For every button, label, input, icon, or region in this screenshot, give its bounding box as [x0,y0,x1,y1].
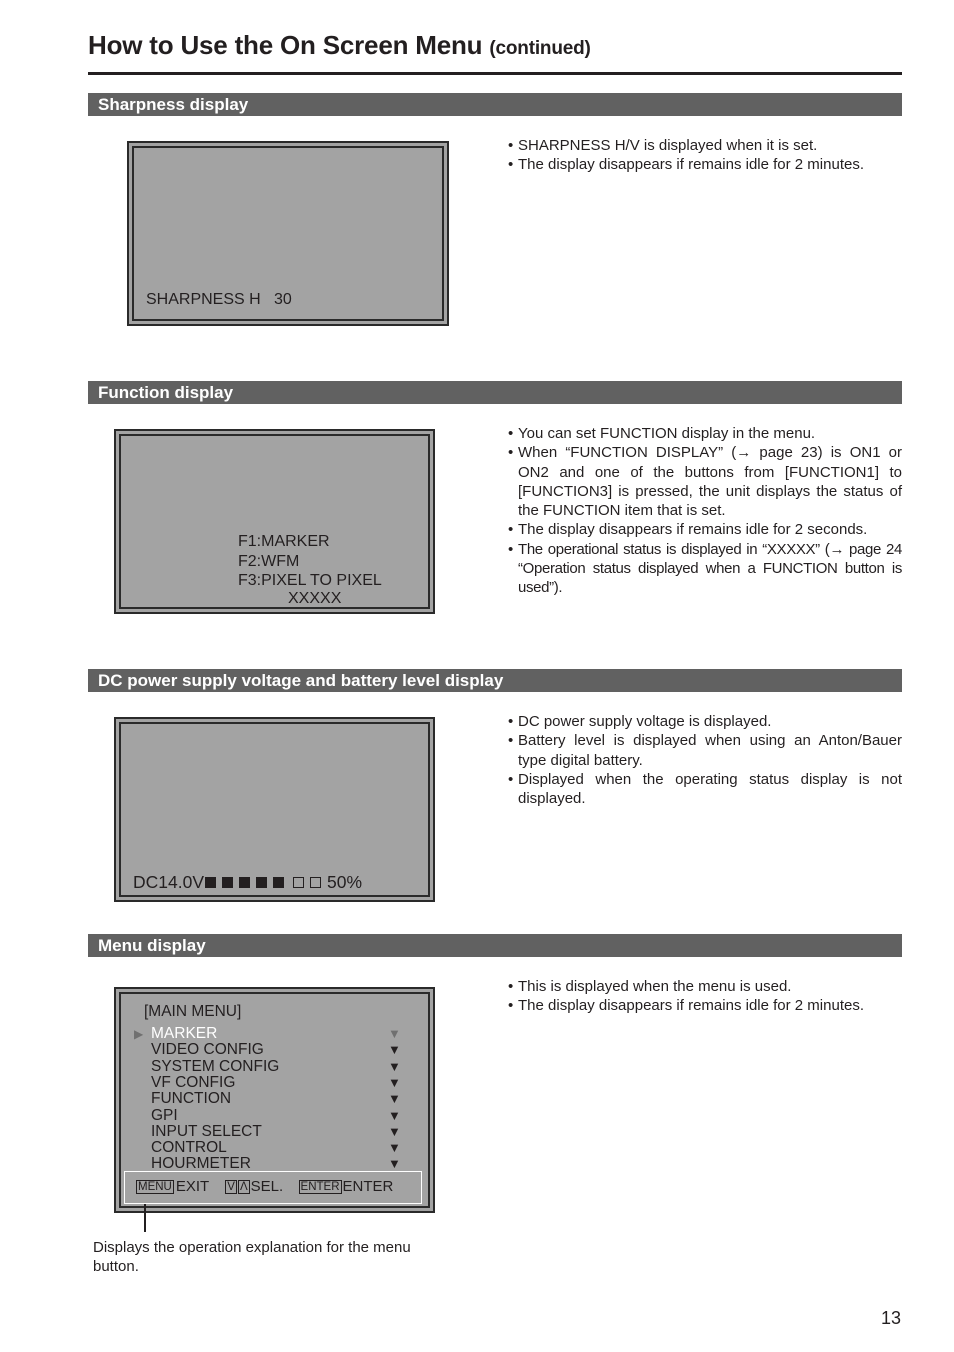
submenu-arrow-icon: ▼ [388,1140,401,1156]
submenu-arrow-icon: ▼ [388,1026,401,1041]
function-bullets [508,424,902,598]
enter-label: ENTER [342,1178,394,1195]
battery-segment-filled [273,877,284,888]
function-line-f1: F1:MARKER [238,533,330,550]
menu-item-marker[interactable] [134,1025,401,1042]
submenu-arrow-icon: ▼ [388,1107,401,1123]
page-number: 13 [881,1308,902,1328]
submenu-arrow-icon: ▼ [388,1156,401,1172]
function-line-f2: F2:WFM [238,553,300,570]
down-key-icon: V [227,1181,235,1193]
function-line-f3: F3:PIXEL TO PIXEL [238,572,382,589]
dc-power-bullets [508,712,902,808]
cursor-icon: ▶ [134,1027,144,1041]
section-heading-sharpness: Sharpness display [88,93,902,116]
menu-item-video-config[interactable] [134,1041,401,1059]
menu-item-label: GPI [151,1106,178,1124]
bullet-item: • This is displayed when the menu is used. [508,977,902,996]
dc-power-readout [133,872,362,893]
battery-segment-empty [293,877,304,888]
menu-item-label: SYSTEM CONFIG [151,1057,280,1075]
sharpness-readout: SHARPNESS H 30 [146,291,292,308]
screen-inner-frame [119,722,430,897]
exit-label: EXIT [175,1178,209,1195]
bullet-item: • SHARPNESS H/V is displayed when it is set. [508,136,902,155]
continued-label: (continued) [489,38,591,59]
menu-title: [MAIN MENU] [144,1003,242,1020]
bullet-item: • The operational status is displayed in “XXXXX” (→ page 24 “Operation status displayed when a FUNCTION button is used”). [508,540,902,598]
battery-segment-filled [222,877,233,888]
submenu-arrow-icon: ▼ [388,1091,401,1107]
submenu-arrow-icon: ▼ [388,1074,401,1090]
bullet-item: • Battery level is displayed when using an Anton/Bauer type digital battery. [508,731,902,770]
section-heading-dc-power: DC power supply voltage and battery level display [88,669,902,692]
menu-item-system-config[interactable] [134,1057,401,1075]
menu-item-label: VIDEO CONFIG [151,1041,264,1059]
submenu-arrow-icon: ▼ [388,1058,401,1074]
menu-operation-bar [124,1171,422,1204]
menu-item-hourmeter[interactable] [134,1155,401,1173]
submenu-arrow-icon: ▼ [388,1042,401,1058]
dc-power-screen [114,717,435,902]
battery-segment-filled [239,877,250,888]
menu-item-label: CONTROL [151,1139,227,1157]
section-heading-function: Function display [88,381,902,404]
page-title [88,30,591,61]
battery-level-icon [205,872,327,892]
menu-list [134,1026,414,1176]
function-status: XXXXX [288,590,342,607]
title-rule [88,72,902,75]
sharpness-screen [127,141,449,326]
menu-screen [114,987,435,1213]
page-title-text: How to Use the On Screen Menu [88,30,483,60]
menu-bullets [508,977,902,1016]
menu-item-label: MARKER [151,1025,218,1042]
battery-segment-filled [256,877,267,888]
bullet-item: • The display disappears if remains idle for 2 seconds. [508,520,902,539]
battery-segment-empty [310,877,321,888]
menu-item-gpi[interactable] [134,1106,401,1124]
bullet-item: • You can set FUNCTION display in the menu. [508,424,902,443]
bullet-item: • Displayed when the operating status display is not displayed. [508,770,902,809]
bullet-item: • The display disappears if remains idle for 2 minutes. [508,996,902,1015]
function-screen [114,429,435,614]
battery-segment-filled [205,877,216,888]
submenu-arrow-icon: ▼ [388,1123,401,1139]
sharpness-bullets [508,136,902,175]
sel-label: SEL. [250,1178,284,1195]
bullet-item: • DC power supply voltage is displayed. [508,712,902,731]
menu-item-label: HOURMETER [151,1155,251,1173]
menu-item-label: FUNCTION [151,1090,232,1108]
menu-item-vf-config[interactable] [134,1073,401,1091]
menu-item-input-select[interactable] [134,1122,401,1140]
section-heading-menu: Menu display [88,934,902,957]
callout-text: Displays the operation explanation for the menu button. [93,1239,411,1275]
menu-item-control[interactable] [134,1139,401,1157]
up-key-icon: Λ [239,1181,248,1193]
bullet-item: • The display disappears if remains idle for 2 minutes. [508,155,902,174]
bullet-item: • When “FUNCTION DISPLAY” (→ page 23) is ON1 or ON2 and one of the buttons from [FUNCTION1] to [FUNCTION3] is pressed, the unit displays the status of the FUNCTION item that is set. [508,443,902,520]
enter-key-icon: ENTER [300,1181,340,1193]
voltage-value: DC14.0V [133,872,205,892]
menu-key-icon: MENU [138,1181,172,1193]
callout-line [144,1204,146,1232]
menu-item-label: VF CONFIG [151,1073,236,1091]
menu-item-label: INPUT SELECT [151,1122,262,1140]
battery-percent: 50% [327,872,363,892]
menu-item-function[interactable] [134,1090,401,1108]
